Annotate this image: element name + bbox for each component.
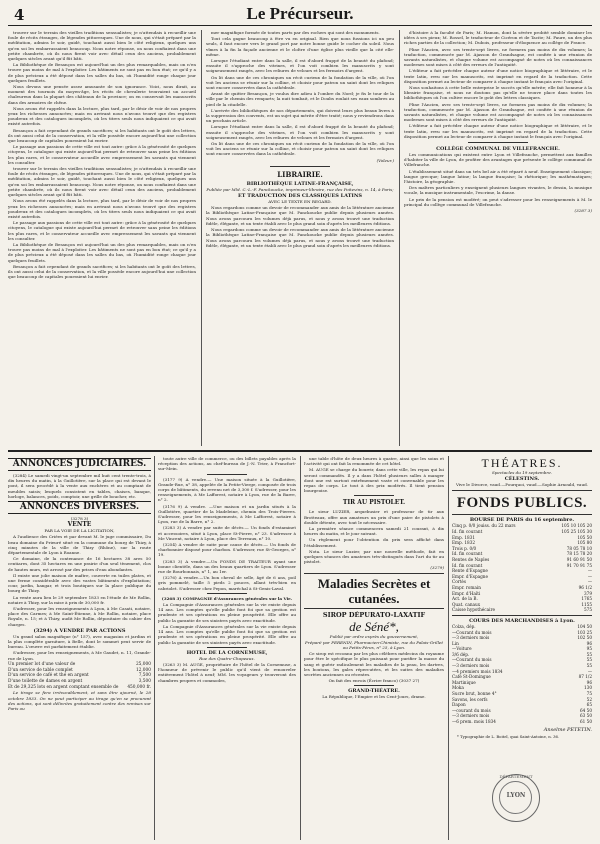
paragraph: Avant de quitter Besançon, je voulus dire adieu à l'ombre du Nord; je fis le tour de la ville par le chemin des remparts; la nuit tombait, et le Doubs roulait ses eaux sombres au pied de la citadelle. <box>206 91 394 107</box>
paragraph: L'éditeur a fait précéder chaque auteur d'une notice biographique et littéraire, et le texte latin, revu sur les manuscrits, est imprimé en regard de la traduction. Cette disposition permet au lecteur de comparer à chaque instant le français avec l'original. <box>404 68 592 84</box>
divider <box>207 647 247 648</box>
column-rule <box>154 456 155 840</box>
grand-theatre-program: La République, l'Empire et les Cent-Jours, drame. <box>322 694 426 700</box>
college-heading: COLLÈGE COMMUNAL DE VILLEFRANCHE. <box>436 146 560 153</box>
paragraph: Pline l'Ancien, avec ses trente-sept livres, ne formera pas moins de dix volumes; la traduction, commencée par M. Ajasson de Grandsagne, est confiée à une réunion de savants naturalistes, et chaque volume est accompagné de notes où les connaissances modernes sont mises à côté des erreurs de l'antiquité. <box>404 101 592 123</box>
row-value: 65 <box>586 702 592 708</box>
paragraph: mer magnifique formée de toutes parts par des rochers qui sont des monuments. <box>211 30 380 35</box>
paragraph: (3176 9) A vendre. —Une maison et un jardin situés à la Guillotière, quartier de la Madeleine, chemin des Trois-Pierres. S'adresser, pour les renseignements, à Me Lafforest, notaire à Lyon, rue de la Barre, n° 2. <box>158 503 296 525</box>
paragraph: S'adresser, pour les renseignements à Lyon, à Me Casati, notaire, place des Carmes; à Me Saint-Étienne, à Me Rollin, notaire, place Royale, n. 15; et à Thizy, audit Me Rollin, dépositaire du cahier des charges. <box>8 606 151 627</box>
row-value: 91 70 91 75 <box>566 562 592 568</box>
divider <box>354 685 394 686</box>
divider <box>354 495 394 496</box>
hotel-heading: HOTEL DE LA CORNEMUSE, <box>186 649 268 656</box>
tir-heading: TIR AU PISTOLET. <box>342 499 406 507</box>
bourse-heading: BOURSE DE PARIS du 16 septembre. <box>469 517 575 524</box>
row-value: 64 50 <box>580 707 592 713</box>
celestins-heading: CÉLESTINS. <box>504 476 540 483</box>
stamp-top-text: DÉPARTEMENT <box>499 774 533 779</box>
grand-theatre-heading: GRAND-THÉATRE. <box>348 688 400 695</box>
right-middle-column <box>304 456 444 840</box>
row-value: — <box>587 579 592 585</box>
row-label: Sucre brut, bonne 4° <box>452 691 497 697</box>
paragraph: La vente aura lieu le 29 septembre 1833 en l'étude de Me Rollin, notaire à Thizy, sur la mise à prix de 30,000 fr. <box>8 594 151 605</box>
paragraph: Nous avons été rappelés dans la lecture, plus tard, par le désir de voir de nos propres yeux les richesses annoncées; mais en arrivant nous n'avons trouvé que des registres poudreux et des catalogues incomplets, où les titres seuls nous indiquaient ce qui avait existé autrefois. <box>8 105 196 127</box>
divider <box>452 615 592 616</box>
row-label: Trois p. 0/0 <box>452 545 477 551</box>
column-rule <box>201 30 202 446</box>
sirop-maker: Préparé par PERENIN, Pharmacien-Chimiste, rue du Palais-Grillet ou Petits-Pères, n° 25, à Lyon. <box>305 639 443 651</box>
row-value: 52 <box>586 696 592 702</box>
row-label: Empr. romain <box>452 584 481 590</box>
divider <box>452 514 592 515</box>
paragraph: Besançon a fait cependant de grands sacrifices; si les habitants ont le goût des lettres, ils ont aussi celui de la conservation, et la ville possède encore aujourd'hui une collection que beaucoup de capitales pourraient lui envier. <box>8 127 196 144</box>
page-number: 4 <box>14 6 25 24</box>
paragraph: d'histoire à la faculté de Paris; M. Hamon, dont la sévère probité semble dominer les idées à ses pieux; M. Rossel, le traducteur de Cicéron et de Tacite; M. Faure, un des plus riches parties de la collection; M. Dubois, professeur d'éloquence au collège de France. <box>404 30 592 46</box>
row-label: —6 prem. mois 1834 <box>452 719 496 724</box>
row-value: — <box>587 573 592 579</box>
paragraph: Lorsque l'étudiant entre dans la salle, il est d'abord frappé de la beauté du plafond; ensuite il s'approche des vitrines, et l'on voit combien les manuscrits y sont soigneusement rangés, avec les reliures de velours et les fermoirs d'argent. <box>206 124 394 140</box>
sirop-footer: On fait des envois (Écrire franco) (3037 27) <box>328 678 420 684</box>
row-label: Moka <box>452 685 464 691</box>
vente-subheading: PAR LA VOIE DE LA LICITATION, <box>44 528 115 534</box>
top-column-1 <box>8 30 196 446</box>
paragraph: La Compagnie d'Assurances générales sur la vie existe depuis 14 ans. Les comptes qu'elle publie font foi que sa gestion est prudente et ses opérations en pleine prospérité. Elle offre au public la garantie de ses sinistres payés avec exactitude. <box>158 602 296 623</box>
annonces-diverses-heading: ANNONCES DIVERSES. <box>8 501 151 514</box>
row-label: —4 premiers mois 1834 <box>452 668 503 674</box>
librairie-series: ET TRADUCTION DES CLASSIQUES LATINS <box>238 193 362 200</box>
librairie-body: Nous regardons comme un devoir de recommander aux amis de la littérature ancienne la Bibliothèque Latine-Française que M. Panckoucke publie depuis plusieurs années. Nous avons parcouru les volumes déjà parus, et nous y avons trouvé une traduction fidèle, élégante, et un texte établi avec le plus grand soin d'après les meilleures éditions. <box>206 205 394 226</box>
row-label: Caisse hypothécaire <box>452 607 495 613</box>
librairie-publisher: Publiée par MM. C.-L.-F. Panckoucke, imprimeur-libraire, rue des Poitevins, n. 14, à Paris; <box>206 186 394 192</box>
row-value: — <box>587 568 592 574</box>
row-label: Empr. d'Haïti <box>452 590 481 596</box>
paragraph: (3263 3) M. AUGE, propriétaire de l'hôtel de la Cornemuse, a l'honneur de prévenir le public qu'il vient de renouveler entièrement l'hôtel à neuf; MM. les voyageurs y trouveront des chambres propres et commodes, <box>158 661 296 683</box>
paragraph: La Bibliothèque de Besançon est aujourd'hui un des plus remarquables, mais on n'en trouve pas moins de mal à l'exploiter. Les bâtiments ne sont pas en bon état; ce qu'il y a de plus précieux a été déposé dans les salles du bas, où l'humidité ronge chaque jour quelques feuillets. <box>8 241 196 263</box>
row-label: Emp. 1831 <box>452 534 476 540</box>
compagnie-heading: (3268 3) COMPAGNIE d'Assurances générales sur la Vie. <box>161 595 293 601</box>
paragraph: S'adresser, pour les renseignements, à Me Gaudet, n. 11, Grande-rue de Lyon. <box>8 650 151 661</box>
row-label: Rente d'Espagne <box>452 568 488 574</box>
row-value: 78 15 78 20 <box>566 551 592 557</box>
tir-code: (3279) <box>430 565 444 571</box>
paragraph: On lit dans une de ces chroniques un récit curieux de la fondation de la ville, où l'on voit les anciens se réunir sur la colline, et choisir pour patron un saint dont les reliques sont encore conservées dans la cathédrale. <box>206 141 394 157</box>
row-value: 102 50 <box>577 635 592 641</box>
divider <box>270 166 330 167</box>
row-value: 105 25 105 30 <box>561 529 592 534</box>
paragraph: L'éditeur a fait précéder chaque auteur d'une notice biographique et littéraire, et le texte latin, revu sur les manuscrits, est imprimé en regard de la traduction. Cette disposition permet au lecteur de comparer à chaque instant le français avec l'original. <box>404 123 592 139</box>
row-label: Id. fin courant <box>452 562 483 568</box>
row-value: 75 <box>586 691 592 697</box>
celestins-program: Vive le Divorce, vaud.—Pourquoi, vaud.—Sophie Arnould, vaud. <box>455 482 589 488</box>
row-value: 103 25 <box>577 629 592 635</box>
row-label: Martinique <box>452 679 476 685</box>
librairie-heading: LIBRAIRIE. <box>277 169 323 179</box>
paragraph: Un règlement pour l'obtention du prix sera affiché dans l'établissement. <box>304 537 444 548</box>
paragraph: (3283 3) A vendre par suite de décès.— Un fonds d'estaminet et accessoires, situé à Lyon, place St-Pierre, n° 23. S'adresser à Me Vincent, notaire à Lyon, place des Terreaux, n° 10. <box>158 525 296 541</box>
row-label: Colza, dép. <box>452 623 476 629</box>
paragraph: Nous avons été rappelés dans la lecture, plus tard, par le désir de voir de nos propres yeux les richesses annoncées; mais en arrivant nous n'avons trouvé que des registres poudreux et des catalogues incomplets, où les titres seuls nous indiquaient ce qui avait existé autrefois. <box>8 198 196 219</box>
vente-heading: VENTE <box>67 521 92 529</box>
row-label: Rentes de Naples <box>452 556 490 562</box>
paragraph: Nota. Le sieur Luzier, par une nouvelle méthode, fait en quelques séances des amateurs très-distingués dans l'art du tir au pistolet. <box>304 548 444 565</box>
row-value: 1765 <box>581 596 592 602</box>
paragraph: Il existe une jolie maison de maître, couverte en tuiles plates, et une ferme considérable avec des vastes bâtiments d'exploitation; cour, jardin, hangar, et trois boutiques sur la place publique du bourg de Thizy. <box>8 572 151 594</box>
paragraph: Le prix de la pension est modéré; on peut s'adresser pour les renseignements à M. le principal du collège communal de Villefranche. <box>404 196 592 207</box>
paragraph: Besançon a fait cependant de grands sacrifices; si les habitants ont le goût des lettres, ils ont aussi celui de la conservation, et la ville possède encore aujourd'hui une collection que beaucoup de capitales pourraient lui envier. <box>8 263 196 280</box>
row-value: 575 <box>584 607 592 613</box>
paragraph: L'arrivée des bibliothèques de nos départements, qui doivent leurs plus beaux livres à la suppression des couvents, est un sujet qui mérite d'être traité; nous y reviendrons dans un prochain article. <box>206 107 394 124</box>
maladies-heading: Maladies Secrètes et cutanées. <box>317 575 431 606</box>
row-label: Cinq p. 0/0 jouiss. du 22 mars <box>452 523 516 529</box>
editor-signature: Anselme PETETIN. <box>543 726 592 733</box>
top-column-3 <box>404 30 592 446</box>
row-label: Empr. d'Espagne <box>452 573 488 579</box>
paragraph: (3283 3) A vendre.—Un FONDS DE TRAITEUR ayant une bonne clientèle, dans un des beaux quartiers de Lyon. S'adresser rue de Bourbonnais, n° 1, au 1er. <box>158 558 296 575</box>
row-value: 1155 <box>581 601 592 607</box>
theatres-heading: THÉATRES. <box>481 456 563 470</box>
share-row: Et de 29,325 lots en argent comptant ensemble de 450,000 fr. <box>8 684 151 690</box>
paragraph: M. AUGE se charge du bourrir, dans cette ville, les repas qui lui seront commandés. Il y a dans l'hôtel plusieurs salles à manger dont une est surtout extrêmement vaste et convenable pour les repas de corps. Le tout à des prix modérés. Il tient pension bourgeoise. <box>304 467 444 494</box>
row-value: 96 <box>586 640 592 646</box>
masthead <box>8 4 592 26</box>
row-value: 78 05 78 10 <box>566 545 592 551</box>
share-row: Un premier lot d'une valeur de 25,000 <box>8 661 151 667</box>
row-label: —3 derniers mois <box>452 635 490 641</box>
imprint: * Typographie de L. Boitel, quai Saint-Antoine, n. 36. <box>457 733 560 739</box>
row-label: —3 derniers mois <box>452 713 490 719</box>
paragraph: On lit dans une de ces chroniques un récit curieux de la fondation de la ville, où l'on voit les anciens se réunir sur la colline, et choisir pour patron un saint dont les reliques sont encore conservées dans la cathédrale. <box>206 74 394 91</box>
row-label: —Voiture <box>452 646 472 652</box>
paragraph: Tout cela gagne beaucoup à être vu en original. Rien que nous fussions ici un peu seuls, il faut encore vers le grand port par notre bonne guide le cocher du soleil. Nous vîmes à la fin la façade ancienne et le cloître d'une église plus vieille que la cité elle-même. <box>206 36 394 57</box>
row-label: Dapon <box>452 702 466 708</box>
share-row: D'un service de café et thé en argent 7,500 <box>8 673 151 679</box>
table-row <box>452 607 592 613</box>
paragraph: Nous devons une pensée assez amusante de son ignorance. Voici, nous dirait, au moment des tournois du moyen-âge, les récits de chevalerie trouvaient un accueil chaleureux dans la plupart des châteaux de la province; on en conservait les manuscrits dans des armoires de chêne. <box>8 84 196 105</box>
theatres-date: Spectacles du 19 septembre. <box>491 470 553 475</box>
paragraph: Lorsque l'étudiant entre dans la salle, il est d'abord frappé de la beauté du plafond; ensuite il s'approche des vitrines, et l'on voit combien les manuscrits y sont soigneusement rangés, avec les reliures de velours et les fermoirs d'argent. <box>206 58 394 74</box>
middle-column <box>158 456 296 840</box>
paragraph: Pline l'Ancien, avec ses trente-sept livres, ne formera pas moins de dix volumes; la traduction, commencée par M. Ajasson de Grandsagne, est confiée à une réunion de savants naturalistes, et chaque volume est accompagné de notes où les connaissances modernes sont mises à côté des erreurs de l'antiquité. <box>404 46 592 68</box>
signature: (Voleur.) <box>376 157 394 163</box>
row-label: Act. de la B. <box>452 596 478 602</box>
librairie-note: AVEC LE TEXTE EN REGARD. <box>268 199 332 205</box>
stamp-text: LYON <box>506 792 526 799</box>
row-label: Savons, les cerfs <box>452 696 488 702</box>
row-value: 105 10 105 20 <box>561 523 592 529</box>
row-value: 61 50 <box>580 719 592 724</box>
sirop-subheading: Publié par ordre exprès du gouvernement, <box>329 633 419 639</box>
row-label: —Courant du mois <box>452 629 492 635</box>
row-label: 3/6 dép. <box>452 651 470 657</box>
row-value: 379 <box>584 590 592 596</box>
librairie-subheading: BIBLIOTHÈQUE LATINE-FRANÇAISE, <box>246 180 354 187</box>
paragraph: (3276) A vendre.—Un bon cheval de selle, âgé de 6 ans, poil gris pommelé, taille 5 pieds 2 pouces, allant très-bien en cabriolet. S'adresser chez Pepon, maréchal à St-Genis-Laval. <box>158 575 296 591</box>
row-label: Id. fin courant <box>452 529 483 534</box>
row-label: —Courant du mois <box>452 657 492 663</box>
divider <box>207 593 247 594</box>
row-label: Café St-Domingue <box>452 674 491 680</box>
row-value: — <box>587 668 592 674</box>
divider <box>207 474 247 475</box>
divider <box>304 608 444 609</box>
row-value: 130 <box>584 685 592 691</box>
column-rule <box>300 456 301 840</box>
row-label: Emp. 1832 <box>452 540 476 546</box>
share-row: D'une toilette de dames en argent 3,500 <box>8 679 151 684</box>
cours-heading: COURS DES MARCHANDISES à Lyon. <box>469 617 575 624</box>
paragraph: La Bibliothèque de Besançon est aujourd'hui un des plus remarquables, mais on n'en trouve pas moins de mal à l'exploiter. Les bâtiments ne sont pas en bon état; ce qu'il y a de plus précieux a été déposé dans les salles du bas, où l'humidité ronge chaque jour quelques feuillets. <box>8 62 196 83</box>
row-value: 55 <box>586 657 592 663</box>
paragraph: (3177 9) A vendre.— Une maison située à la Guillotière, Grande-Rue, n° 38, appelée de la Petite-Vierge, composée de trois corps de bâtiments, du revenu net de 3,300 f. S'adresser, pour les renseignements, à Me Lafforest, notaire à Lyon, rue de la Barre, n° 2. <box>158 476 296 503</box>
divider <box>452 490 592 491</box>
paragraph: Les communications qui existent entre Lyon et Villefranche, permettent aux familles d'habiter la ville de Lyon, de profiter des avantages que présente le collège communal de Villefranche. <box>404 152 592 168</box>
divider <box>468 142 528 143</box>
share-row: D'un service de table complet 12,000 <box>8 667 151 673</box>
fonds-heading: FONDS PUBLICS. <box>456 495 588 512</box>
librairie-body: Nous regardons comme un devoir de recommander aux amis de la littérature ancienne la Bibliothèque Latine-Française que M. Panckoucke publie depuis plusieurs années. Nous avons parcouru les volumes déjà parus, et nous y avons trouvé une traduction fidèle, élégante, et un texte établi avec le plus grand soin d'après les meilleures éditions. <box>206 227 394 248</box>
paragraph: (3254) A vendre de suite pour cause de décès.— Un fonds de charbonnier disposé pour charbon. S'adresser, rue St-Georges, n° 19. <box>158 542 296 558</box>
section-rule <box>8 450 592 452</box>
table-row <box>452 719 592 725</box>
column-rule <box>448 456 449 840</box>
annonces-judiciaires-heading: ANNONCES JUDICIAIRES. <box>8 458 151 471</box>
newspaper-title: Le Précurseur. <box>246 4 354 23</box>
paragraph: L'établissement situé dans un très bel air a été réparé à neuf. Enseignement classique; langue grecque; langue latine; la langue française; la rhétorique; les mathématiques; l'histoire, la géographie. <box>404 168 592 185</box>
newspaper-page <box>8 4 592 840</box>
paragraph: Le passage aux passions de cette ville est tout autre: grâce à la générosité de quelques citoyens, le catalogue qui existe aujourd'hui permet de retrouver sans peine les éditions les plus rares, et le conservateur accueille avec empressement les savants qui viennent les consulter. <box>8 220 196 241</box>
row-value: 104 50 <box>577 623 592 629</box>
row-value: 95 <box>586 646 592 652</box>
row-label: Quat. canaux <box>452 601 481 607</box>
paragraph: Ce domaine, de la contenance de 16 hectares 38 ares 50 centiares, dont 35 hectares en une prairie d'un seul tènement, clos de hautes murs, est arrosé par des prises d'eau abondantes. <box>8 556 151 572</box>
column-rule <box>399 30 400 446</box>
cours-table <box>452 624 592 725</box>
vente-actions-heading: (3294) A VENDRE PAR ACTIONS <box>33 627 126 634</box>
stamp-seal <box>492 774 540 822</box>
row-value: 87 1/2 <box>578 674 592 680</box>
annonces-column <box>8 456 151 840</box>
hotel-subheading: Rue des Quatre-Chapeaux. <box>199 655 255 661</box>
row-label: —courant du mois <box>452 707 491 713</box>
paragraph: Le sieur LUZIER, arquebusier et professeur de tir aux Brotteaux, offre aux amateurs un prix d'une paire de pistolets à double détente, avec tout le nécessaire. <box>304 509 444 525</box>
row-value: 105 50 <box>577 534 592 540</box>
row-value: 91 60 91 50 <box>566 556 592 562</box>
sene-heading: de Séné*, <box>349 618 399 634</box>
paragraph: A l'audience des Criées et par devant M. le juge commissaire, Du beau domaine du Prieuré situé en la commune du bourg de Thizy, à cinq minutes de la ville de Thizy (Rhône), sur la route départementale de Lyon à Roanne. <box>8 534 151 556</box>
paragraph: trouver sur le terrain des vieilles traditions sensualistes; je n'attendais à recueillir une foule de récits étranges, de légendes pittoresques. Une de nous, qui s'était préparé par la méditation, admira le soir, guidé, touchant aussi bien le côté religieux, quelques uns qu'en soi les embarrassaient beaucoup. Nous notre réponse, on nous confiaient dans une petite chambrée, où ils nous firent voir avec détail ceux des anciens, probablement quelques siècles avant qu'il fût bâti. <box>8 30 196 62</box>
paragraph: une table d'hôte de deux heures à quatre, ainsi que les soins et l'activité qui ont fait la renommée de cet hôtel. <box>304 456 444 467</box>
paragraph: La première séance commencera samedi 21 courant, à dix heures du matin, et le jour suivant. <box>304 526 444 537</box>
paragraph: trouver sur le terrain des vieilles traditions sensualistes; je n'attendais à recueillir une foule de récits étranges, de légendes pittoresques. Une de nous, qui s'était préparé par la méditation, admira le soir, guidé, touchant aussi bien le côté religieux, quelques uns qu'en soi les embarrassaient beaucoup. Nous notre réponse, on nous confiaient dans une petite chambrée, où ils nous firent voir avec détail ceux des anciens, probablement quelques siècles avant qu'il fût bâti. <box>8 166 196 198</box>
row-label: —3 derniers mois <box>452 663 490 669</box>
row-label: Id. fin courant <box>452 551 483 557</box>
row-value: 55 <box>586 663 592 669</box>
row-label: Cortès <box>452 579 467 585</box>
row-value: 63 50 <box>580 713 592 719</box>
paragraph: Ce sirop est reconnu par les plus célèbres médecins du royaume pour être le spécifique le plus puissant pour purifier la masse du sang et guérir radicalement les maladies de la peau, les dartres, les boutons, les gales répercutées, et les suites des maladies secrètes anciennes ou récentes. <box>304 651 444 678</box>
paragraph: La Compagnie d'Assurances générales sur la vie existe depuis 14 ans. Les comptes qu'elle publie font foi que sa gestion est prudente et ses opérations en pleine prospérité. Elle offre au public la garantie de ses sinistres payés avec exactitude. <box>158 623 296 645</box>
annonce-code: (3278 3) <box>70 516 89 522</box>
paragraph: Des maîtres particuliers y enseignent plusieurs langues vivantes, le dessin, la musique vocale, la musique instrumentale, l'escrime, la danse. <box>404 185 592 196</box>
paragraph: toute autre ville de commerce, ou des billets payables après la réception des actions, au chef-bureau de J.-N. Trier, à Francfort-sur-Mein. <box>158 456 296 472</box>
paragraph: Le passage aux passions de cette ville est tout autre: grâce à la générosité de quelques citoyens, le catalogue qui existe aujourd'hui permet de retrouver sans peine les éditions les plus rares, et le conservateur accueille avec empressement les savants qui viennent les consulter. <box>8 144 196 165</box>
paragraph: Nous souhaitons à cette belle entreprise le succès qu'elle mérite; elle fait honneur à la librairie française, et nous ne doutons pas qu'elle ne trouve place dans toutes les bibliothèques où l'on cultive encore le goût des lettres classiques. <box>404 85 592 101</box>
top-column-2 <box>206 30 394 446</box>
paragraph: Un grand salon magnifique (n° 157), avec magasins et jardins et la plus complète garniture, à Belle, dont le sommet peut servir de bureau. L'œuvre est parfaitement établie. <box>8 633 151 650</box>
row-label: Lin <box>452 640 459 646</box>
bourse-table <box>452 523 592 613</box>
divider <box>304 573 444 574</box>
row-value: 55 <box>586 651 592 657</box>
college-code: (3287 3) <box>574 208 592 214</box>
sirop-heading: SIROP DÉPURATO-LAXATIF <box>322 610 426 619</box>
row-value: 96 1/2 <box>578 584 592 590</box>
row-value: 105 80 <box>577 540 592 546</box>
paragraph: Le tirage se fera irrévocablement, et sans être ajourné, le 28 octobre 1833. On ne peut participer au tirage qu'en se procurant des actions, qui sont délivrées gratuitement contre des remises sur Paris ou <box>8 690 151 712</box>
paragraph: (3284) Le samedi vingt-un septembre mil huit cent trente-trois, à dix heures du matin, à la Guillotière, sur la place qui est devant le pont, il sera procédé à la vente aux enchères et au comptant de meubles saisis; lesquels consistent en tables, chaises, banque, horloge, balances, poids, comptoir, une grille de boucher, etc. <box>8 473 151 499</box>
row-value: 96 <box>586 679 592 685</box>
